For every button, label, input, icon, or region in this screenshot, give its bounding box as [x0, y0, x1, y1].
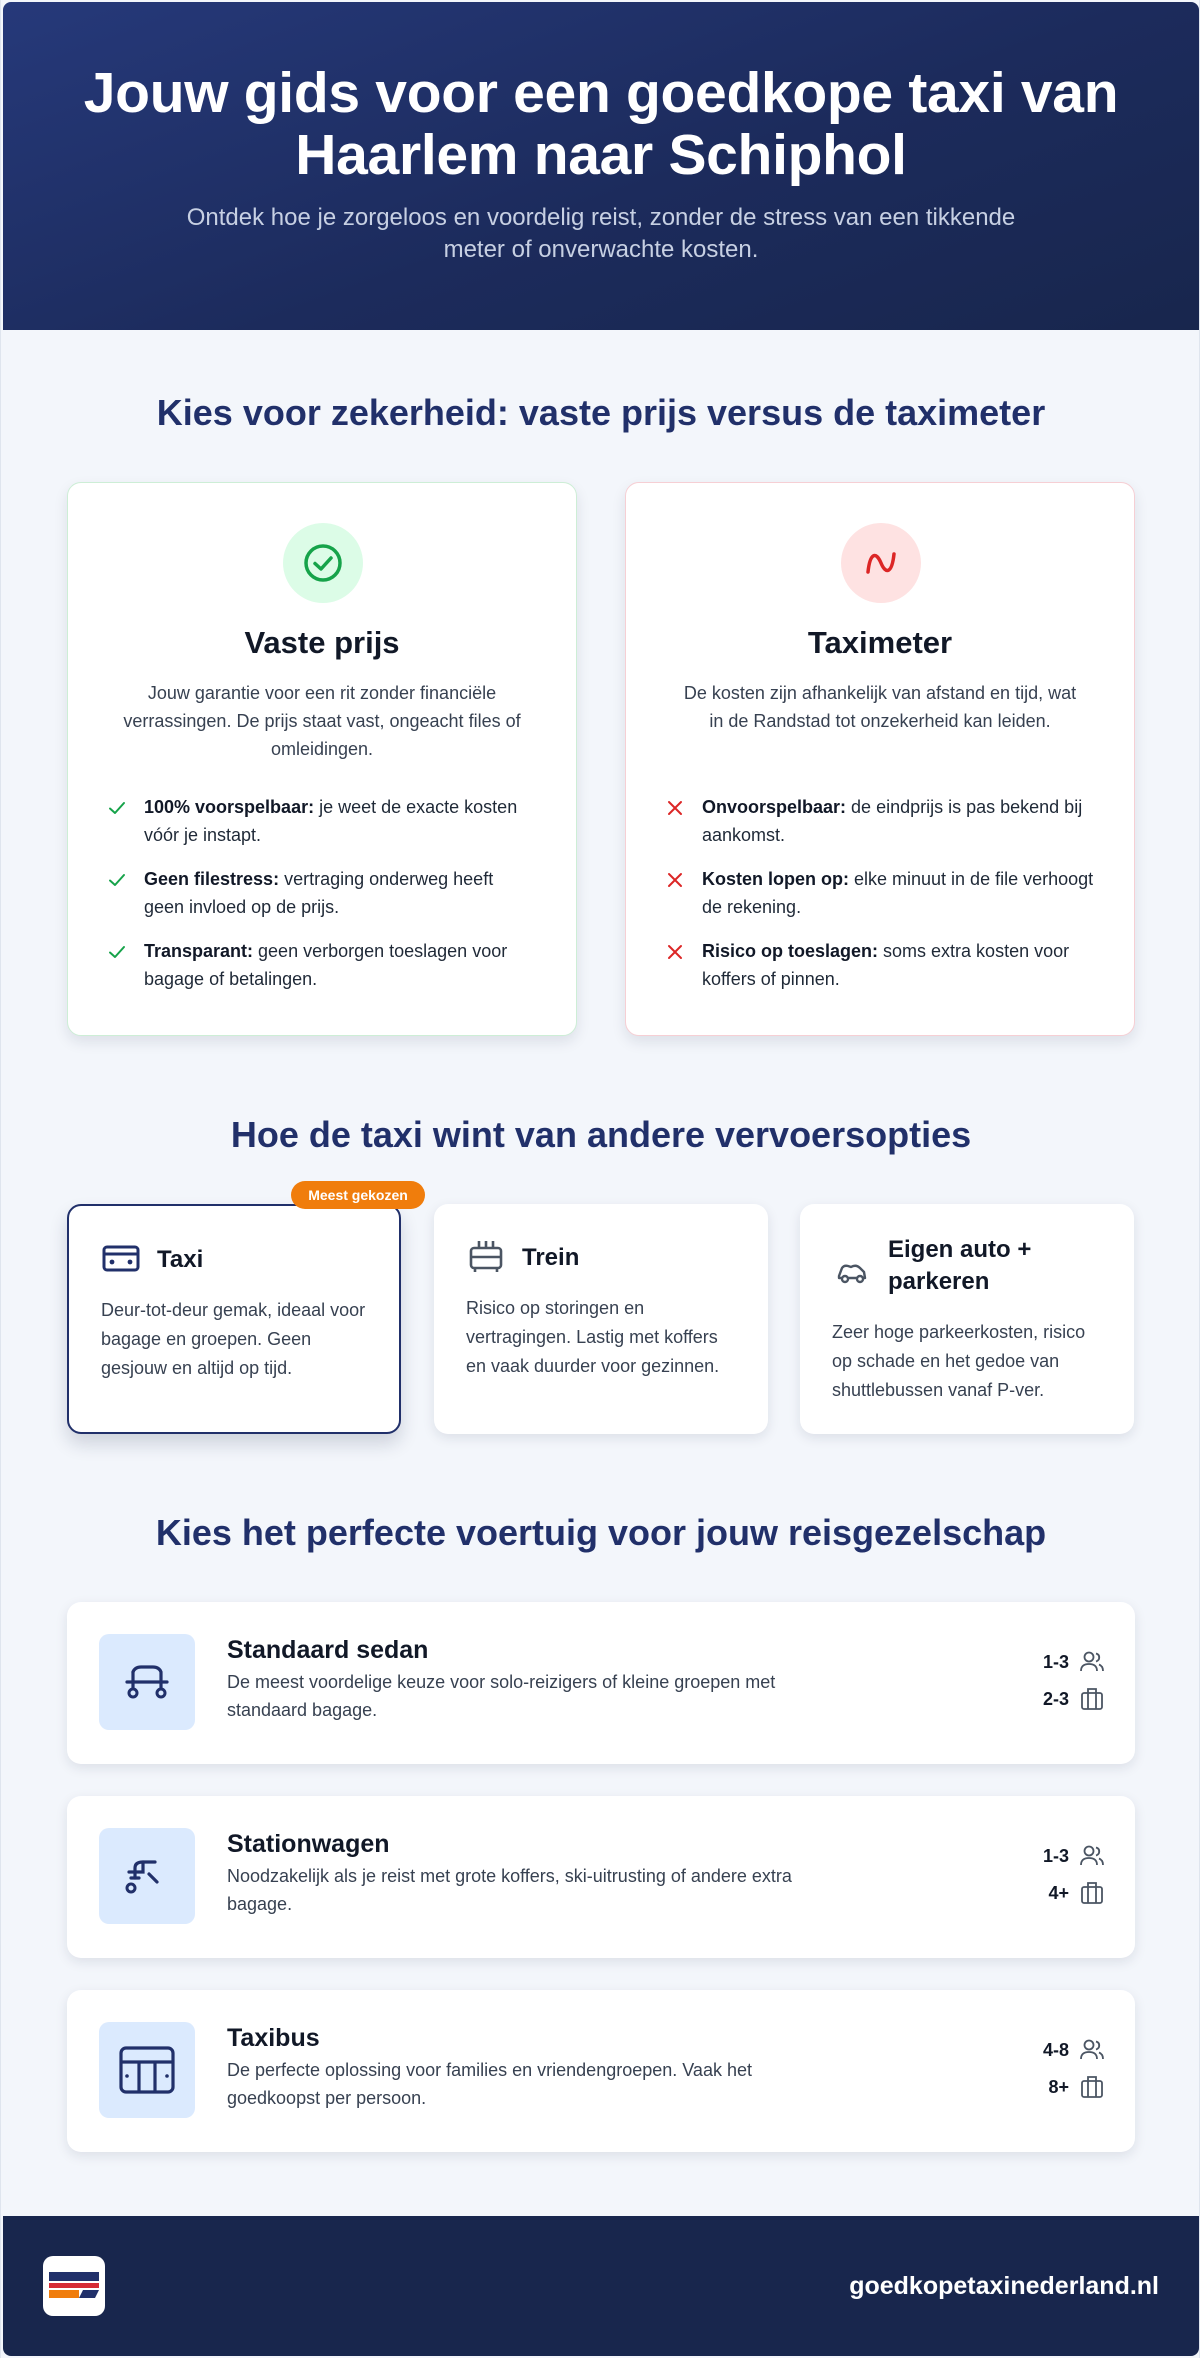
luggage-capacity: 2-3: [985, 1685, 1105, 1713]
vehicle-title: Taxibus: [227, 2024, 320, 2052]
luggage-capacity: 4+: [985, 1879, 1105, 1907]
page-subtitle: Ontdek hoe je zorgeloos en voordelig reist, zonder de stress van een tikkende meter of onverwachte kosten.: [186, 204, 1016, 263]
check-icon: [108, 871, 126, 889]
luggage-icon: [1079, 1881, 1105, 1905]
option-description: Deur-tot-deur gemak, ideaal voor bagage en groepen. Geen gesjouw en altijd op tijd.: [101, 1300, 366, 1378]
vehicle-description: De meest voordelige keuze voor solo-reizigers of kleine groepen met standaard bagage.: [227, 1672, 776, 1720]
taxi-icon: [101, 1240, 141, 1276]
taximeter-points: [666, 793, 1094, 1009]
cross-icon: [666, 799, 684, 817]
list-item: Onvoorspelbaar: de eindprijs is pas bekend bij aankomst.: [666, 793, 1094, 849]
persons-capacity: 1-3: [985, 1842, 1105, 1870]
option-description: Zeer hoge parkeerkosten, risico op schade en het gedoe van shuttlebussen vanaf P-ver.: [832, 1322, 1086, 1400]
fixed-price-title: Vaste prijs: [244, 625, 400, 660]
vehicles-title: Kies het perfecte voertuig voor jouw reisgezelschap: [155, 1512, 1047, 1553]
vehicle-card-sedan: [67, 1602, 1135, 1764]
check-circle-icon: [283, 523, 363, 603]
comparison-title: Kies voor zekerheid: vaste prijs versus de taximeter: [156, 392, 1046, 433]
option-title: Eigen auto + parkeren: [888, 1236, 1032, 1295]
luggage-icon: [1079, 1687, 1105, 1711]
vehicle-title: Standaard sedan: [227, 1636, 429, 1664]
page-title: Jouw gids voor een goedkope taxi van Haarlem naar Schiphol: [83, 61, 1119, 187]
option-title: Trein: [522, 1244, 580, 1271]
website-link[interactable]: goedkopetaxinederland.nl: [849, 2272, 1159, 2300]
vehicle-description: Noodzakelijk als je reist met grote koffers, ski-uitrusting of andere extra bagage.: [227, 1866, 792, 1914]
transport-title: Hoe de taxi wint van andere vervoersopties: [230, 1114, 972, 1155]
check-icon: [108, 799, 126, 817]
station-wagon-icon: [99, 1828, 195, 1924]
sedan-icon: [99, 1634, 195, 1730]
luggage-icon: [1079, 2075, 1105, 2099]
users-icon: [1079, 2038, 1105, 2062]
list-item: Kosten lopen op: elke minuut in de file verhoogt de rekening.: [666, 865, 1094, 921]
taximeter-description: De kosten zijn afhankelijk van afstand en tijd, wat in de Randstad tot onzekerheid kan leiden.: [683, 683, 1077, 731]
option-own-car: [800, 1204, 1134, 1434]
option-description: Risico op storingen en vertragingen. Lastig met koffers en vaak duurder voor gezinnen.: [466, 1298, 720, 1376]
train-icon: [466, 1238, 506, 1274]
brand-logo[interactable]: [43, 2256, 105, 2316]
vehicle-description: De perfecte oplossing voor families en vriendengroepen. Vaak het goedkoopst per persoon.: [227, 2060, 752, 2108]
footer: [3, 2216, 1199, 2356]
fixed-price-card: [67, 482, 577, 1036]
car-icon: [832, 1254, 872, 1290]
most-chosen-badge: Meest gekozen: [291, 1181, 425, 1209]
option-title: Taxi: [157, 1246, 204, 1273]
cross-icon: [666, 871, 684, 889]
cross-icon: [666, 943, 684, 961]
list-item: Risico op toeslagen: soms extra kosten voor koffers of pinnen.: [666, 937, 1094, 993]
list-item: Transparant: geen verborgen toeslagen voor bagage of betalingen.: [108, 937, 536, 993]
persons-capacity: 4-8: [985, 2036, 1105, 2064]
users-icon: [1079, 1844, 1105, 1868]
luggage-capacity: 8+: [985, 2073, 1105, 2101]
option-taxi: [67, 1204, 401, 1434]
vehicle-card-taxibus: [67, 1990, 1135, 2152]
vehicle-title: Stationwagen: [227, 1830, 390, 1858]
taximeter-title: Taximeter: [807, 625, 953, 660]
fixed-price-description: Jouw garantie voor een rit zonder financiële verrassingen. De prijs staat vast, ongeacht files of omleidingen.: [123, 683, 521, 759]
list-item: 100% voorspelbaar: je weet de exacte kosten vóór je instapt.: [108, 793, 536, 849]
taximeter-card: [625, 482, 1135, 1036]
vehicle-card-stationwagon: [67, 1796, 1135, 1958]
van-icon: [99, 2022, 195, 2118]
persons-capacity: 1-3: [985, 1648, 1105, 1676]
option-train: [434, 1204, 768, 1434]
users-icon: [1079, 1650, 1105, 1674]
list-item: Geen filestress: vertraging onderweg heeft geen invloed op de prijs.: [108, 865, 536, 921]
fixed-price-points: [108, 793, 536, 1009]
wave-icon: [841, 523, 921, 603]
hero-header: [3, 2, 1199, 330]
check-icon: [108, 943, 126, 961]
